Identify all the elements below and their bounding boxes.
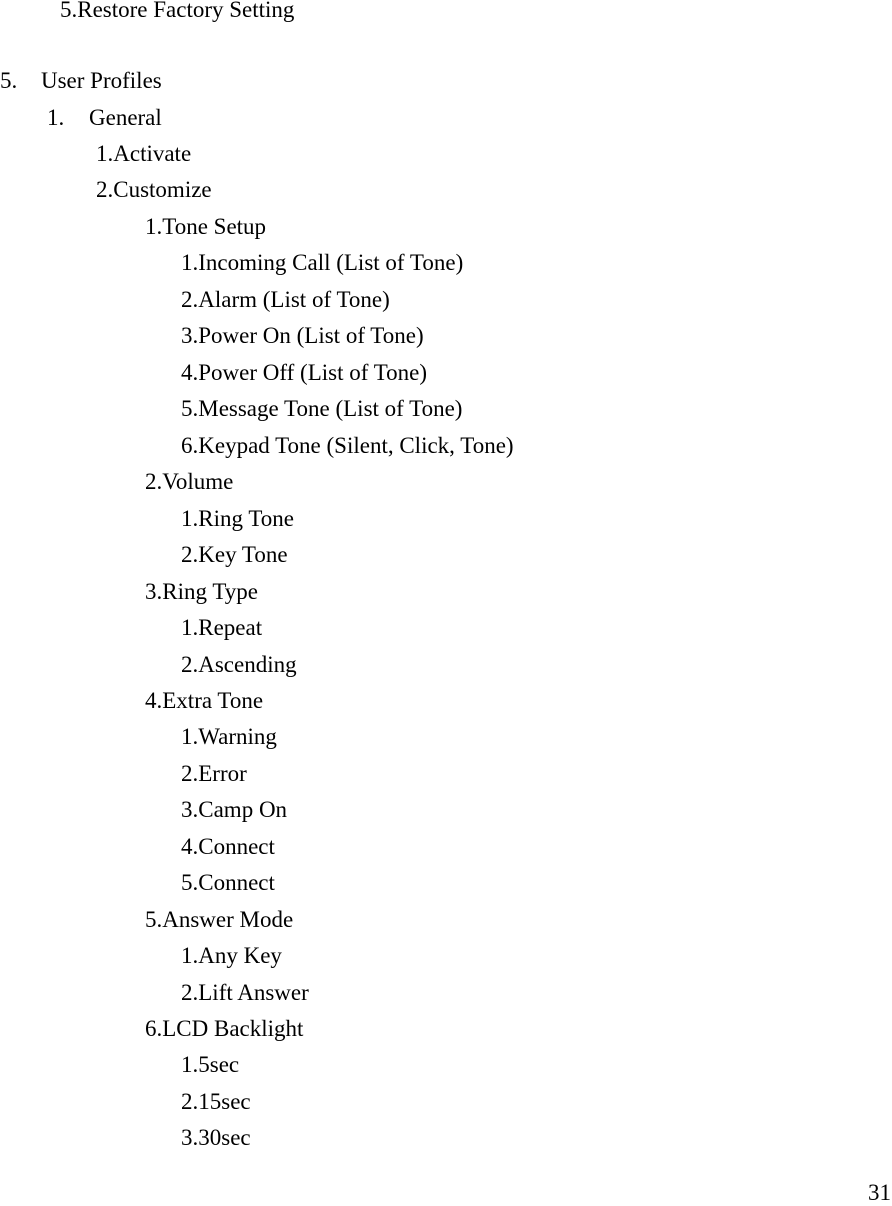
menu-line-15sec	[181, 1089, 251, 1115]
item-number: 6.	[145, 1016, 163, 1041]
item-number: 1.	[181, 724, 199, 749]
item-number: 5.	[60, 0, 78, 22]
item-number: 1.	[181, 615, 199, 640]
menu-line-ring-tone	[181, 506, 294, 532]
menu-line-keypad-tone	[181, 433, 514, 459]
item-label: Power On (List of Tone)	[198, 323, 424, 348]
item-label: Connect	[198, 834, 275, 859]
item-label: Tone Setup	[162, 214, 267, 239]
item-label: Ascending	[198, 652, 297, 677]
item-number: 2.	[181, 652, 199, 677]
item-label: Connect	[198, 870, 275, 895]
menu-line-activate	[96, 141, 191, 167]
menu-line-5sec	[181, 1052, 239, 1078]
item-number: 2.	[145, 469, 163, 494]
item-label: Warning	[198, 724, 277, 749]
item-label: 5sec	[198, 1052, 240, 1077]
menu-line-repeat	[181, 615, 262, 641]
item-number: 4.	[145, 688, 163, 713]
menu-line-incoming-call	[181, 250, 463, 276]
item-number: 1.	[181, 250, 199, 275]
menu-line-any-key	[181, 943, 282, 969]
menu-line-volume	[145, 469, 233, 495]
item-label: Extra Tone	[162, 688, 264, 713]
item-number: 5.	[181, 396, 199, 421]
menu-line-key-tone	[181, 542, 288, 568]
item-label: Customize	[113, 177, 212, 202]
item-number: 3.	[145, 579, 163, 604]
menu-line-connect-2	[181, 870, 275, 896]
item-number: 5.	[145, 907, 163, 932]
item-label: Ring Type	[162, 579, 258, 604]
item-number: 4.	[181, 834, 199, 859]
item-label: Keypad Tone (Silent, Click, Tone)	[198, 433, 514, 458]
item-number: 2.	[181, 1089, 199, 1114]
item-label: Activate	[113, 141, 192, 166]
item-label: Volume	[162, 469, 234, 494]
menu-line-ascending	[181, 652, 297, 678]
item-number: 1.	[181, 1052, 199, 1077]
item-number: 3.	[181, 1125, 199, 1150]
menu-line-general	[47, 105, 162, 131]
menu-line-camp-on	[181, 797, 287, 823]
menu-line-customize	[96, 177, 212, 203]
item-label: Error	[198, 761, 247, 786]
menu-line-connect-1	[181, 834, 275, 860]
item-number: 2.	[96, 177, 114, 202]
item-number: 3.	[181, 797, 199, 822]
item-label: Repeat	[198, 615, 263, 640]
menu-line-alarm	[181, 287, 390, 313]
item-label: Alarm (List of Tone)	[198, 287, 390, 312]
item-label: User Profiles	[41, 68, 162, 93]
item-label: 15sec	[198, 1089, 251, 1114]
menu-line-lift-answer	[181, 980, 309, 1006]
item-number: 4.	[181, 360, 199, 385]
item-number: 1.	[145, 214, 163, 239]
item-number: 2.	[181, 287, 199, 312]
item-label: Power Off (List of Tone)	[198, 360, 428, 385]
item-number: 6.	[181, 433, 199, 458]
menu-line-power-off	[181, 360, 427, 386]
item-number: 3.	[181, 323, 199, 348]
menu-line-user-profiles	[0, 68, 162, 94]
item-label: Answer Mode	[162, 907, 294, 932]
item-number: 2.	[181, 980, 199, 1005]
item-number: 5.	[0, 68, 18, 93]
item-number: 1.	[181, 943, 199, 968]
menu-line-lcd-backlight	[145, 1016, 303, 1042]
menu-line-message-tone	[181, 396, 462, 422]
item-number: 2.	[181, 761, 199, 786]
menu-line-30sec	[181, 1125, 251, 1151]
menu-line-power-on	[181, 323, 424, 349]
menu-line-tone-setup	[145, 214, 266, 240]
item-number: 5.	[181, 870, 199, 895]
item-label: Restore Factory Setting	[77, 0, 295, 22]
item-label: 30sec	[198, 1125, 251, 1150]
item-label: Ring Tone	[198, 506, 294, 531]
item-label: LCD Backlight	[162, 1016, 304, 1041]
item-label: Any Key	[198, 943, 282, 968]
menu-line-answer-mode	[145, 907, 293, 933]
menu-line-ring-type	[145, 579, 258, 605]
item-label: Incoming Call (List of Tone)	[198, 250, 464, 275]
item-number: 1.	[47, 105, 65, 130]
menu-line-warning	[181, 724, 277, 750]
page-number: 31	[868, 1180, 891, 1205]
item-label: Lift Answer	[198, 980, 309, 1005]
item-label: Camp On	[198, 797, 288, 822]
menu-line-error	[181, 761, 247, 787]
item-label: General	[89, 105, 162, 130]
menu-line-extra-tone	[145, 688, 263, 714]
menu-line-restore-factory-setting	[60, 0, 294, 23]
item-label: Key Tone	[198, 542, 288, 567]
item-label: Message Tone (List of Tone)	[198, 396, 463, 421]
item-number: 1.	[96, 141, 114, 166]
item-number: 1.	[181, 506, 199, 531]
item-number: 2.	[181, 542, 199, 567]
